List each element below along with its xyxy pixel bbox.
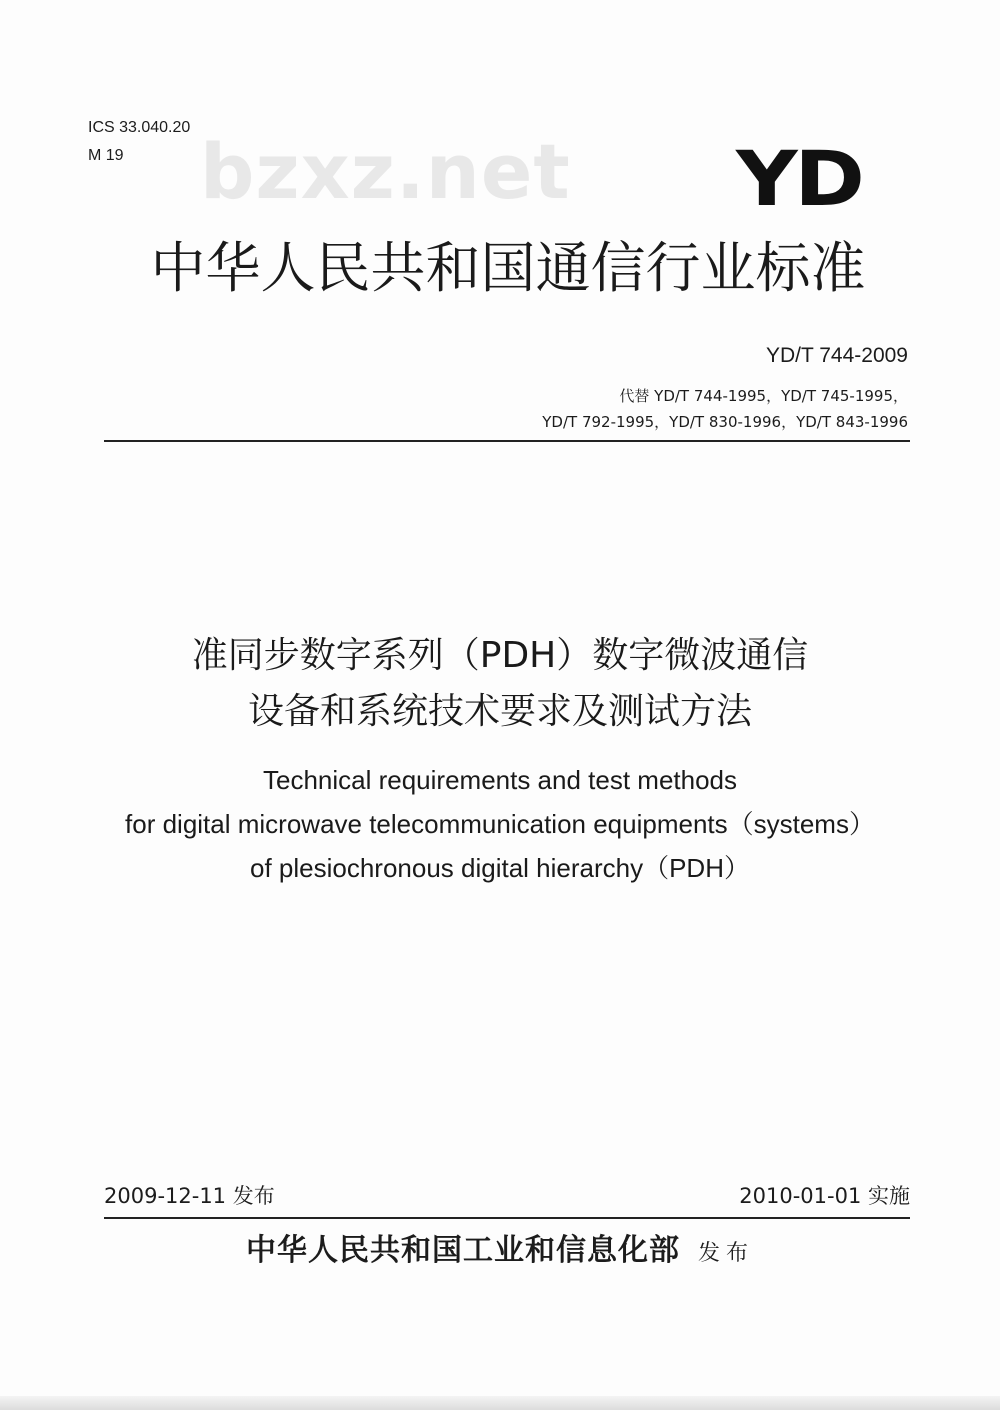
standard-category-title: 中华人民共和国通信行业标准 (150, 236, 866, 300)
english-title-line-2: for digital microwave telecommunication equipments（systems） (125, 809, 875, 839)
yd-logo: YD (736, 134, 862, 223)
chinese-title-line-1: 准同步数字系列（PDH）数字微波通信 (191, 635, 809, 676)
english-title-line-3: of plesiochronous digital hierarchy（PDH） (249, 853, 750, 883)
top-divider (104, 440, 910, 442)
issuer-name: 中华人民共和国工业和信息化部 (245, 1233, 680, 1268)
chinese-title (80, 628, 920, 740)
chinese-title-line-2: 设备和系统技术要求及测试方法 (247, 691, 752, 732)
implementation-date: 2010-01-01 实施 (739, 1184, 910, 1208)
ccs-code: M 19 (88, 147, 124, 164)
page-bottom-edge (0, 1396, 1000, 1410)
replaces-line-1: 代替 YD/T 744-1995，YD/T 745-1995， (619, 387, 908, 405)
ics-code: ICS 33.040.20 (88, 119, 191, 136)
replaces-note (542, 383, 908, 435)
english-title (60, 758, 940, 890)
replaces-line-2: YD/T 792-1995，YD/T 830-1996，YD/T 843-1996 (542, 413, 908, 431)
english-title-line-1: Technical requirements and test methods (262, 765, 738, 795)
issuer (180, 1226, 820, 1279)
issue-date: 2009-12-11 发布 (104, 1184, 275, 1208)
issuer-suffix: 发布 (697, 1241, 754, 1266)
watermark: bzxz.net (200, 127, 571, 216)
bottom-divider (104, 1217, 910, 1219)
standard-number: YD/T 744-2009 (765, 344, 908, 367)
